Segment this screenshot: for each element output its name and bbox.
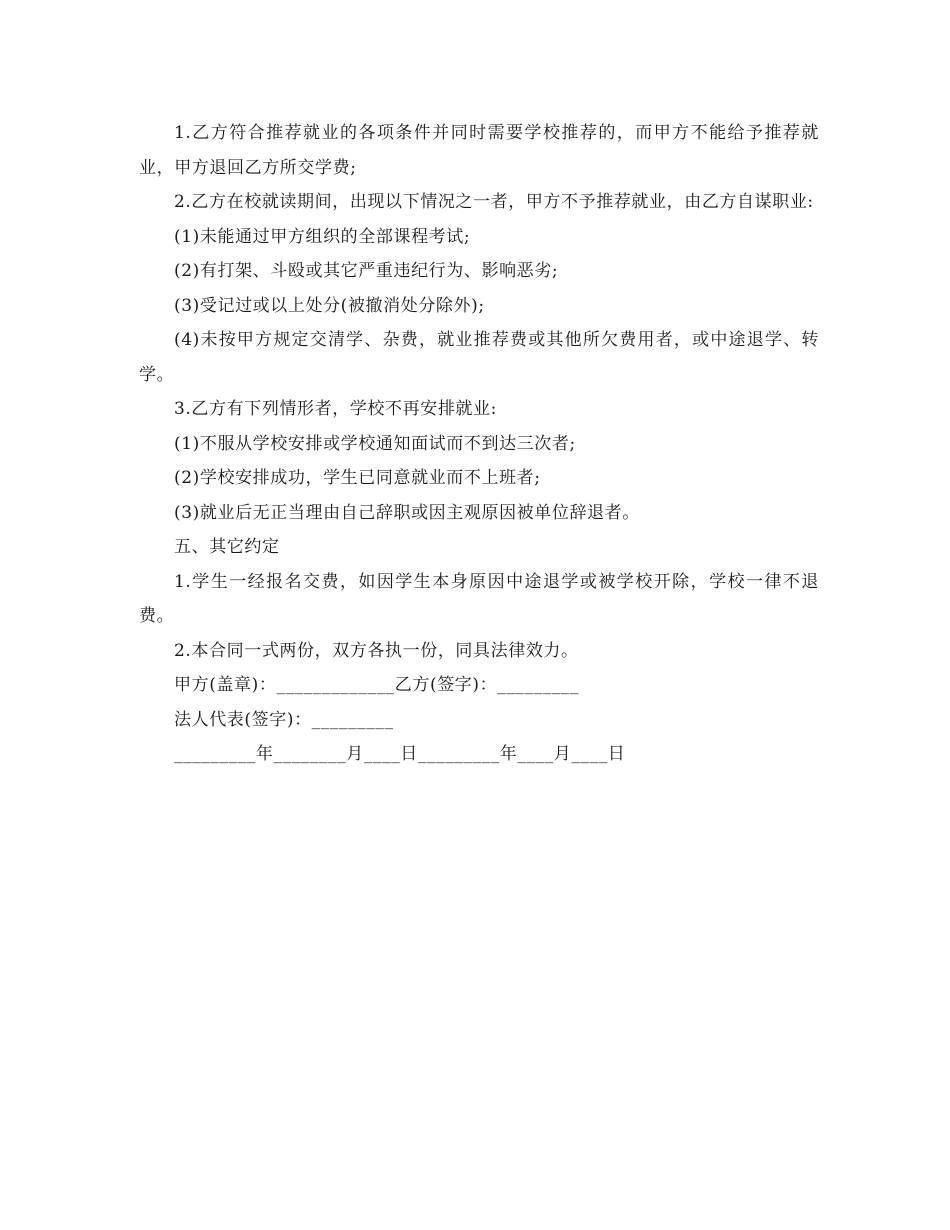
other-term-2: 2.本合同一式两份，双方各执一份，同具法律效力。 — [174, 640, 579, 661]
clause-3-item-3: (3)就业后无正当理由自己辞职或因主观原因被单位辞退者。 — [174, 502, 640, 523]
section-heading-other-terms: 五、其它约定 — [174, 537, 280, 557]
clause-3: 3.乙方有下列情形者，学校不再安排就业: — [174, 399, 497, 419]
signature-legal-rep-line: 法人代表(签字)：_________ — [174, 709, 394, 730]
other-term-1: 1.学生一经报名交费，如因学生本身原因中途退学或被学校开除，学校一律不退费。 — [139, 571, 819, 626]
clause-3-item-1: (1)不服从学校安排或学校通知面试而不到达三次者; — [174, 433, 576, 454]
signature-date-line: _________年________月____日_________年____月____日 — [174, 744, 626, 764]
clause-2-item-3: (3)受记过或以上处分(被撤消处分除外); — [174, 295, 485, 316]
clause-2-item-4: (4)未按甲方规定交清学、杂费，就业推荐费或其他所欠费用者，或中途退学、转学。 — [139, 330, 819, 385]
clause-2: 2.乙方在校就读期间，出现以下情况之一者，甲方不予推荐就业，由乙方自谋职业: — [174, 192, 814, 212]
clause-2-item-2: (2)有打架、斗殴或其它严重违纪行为、影响恶劣; — [174, 261, 559, 281]
document-body — [139, 116, 819, 772]
clause-3-item-2: (2)学校安排成功，学生已同意就业而不上班者; — [174, 468, 541, 488]
clause-1: 1.乙方符合推荐就业的各项条件并同时需要学校推荐的，而甲方不能给予推荐就业，甲方退回乙方所交学费; — [139, 123, 819, 178]
clause-2-item-1: (1)未能通过甲方组织的全部课程考试; — [174, 226, 471, 247]
signature-party-line: 甲方(盖章)：_____________乙方(签字)：_________ — [174, 675, 580, 695]
